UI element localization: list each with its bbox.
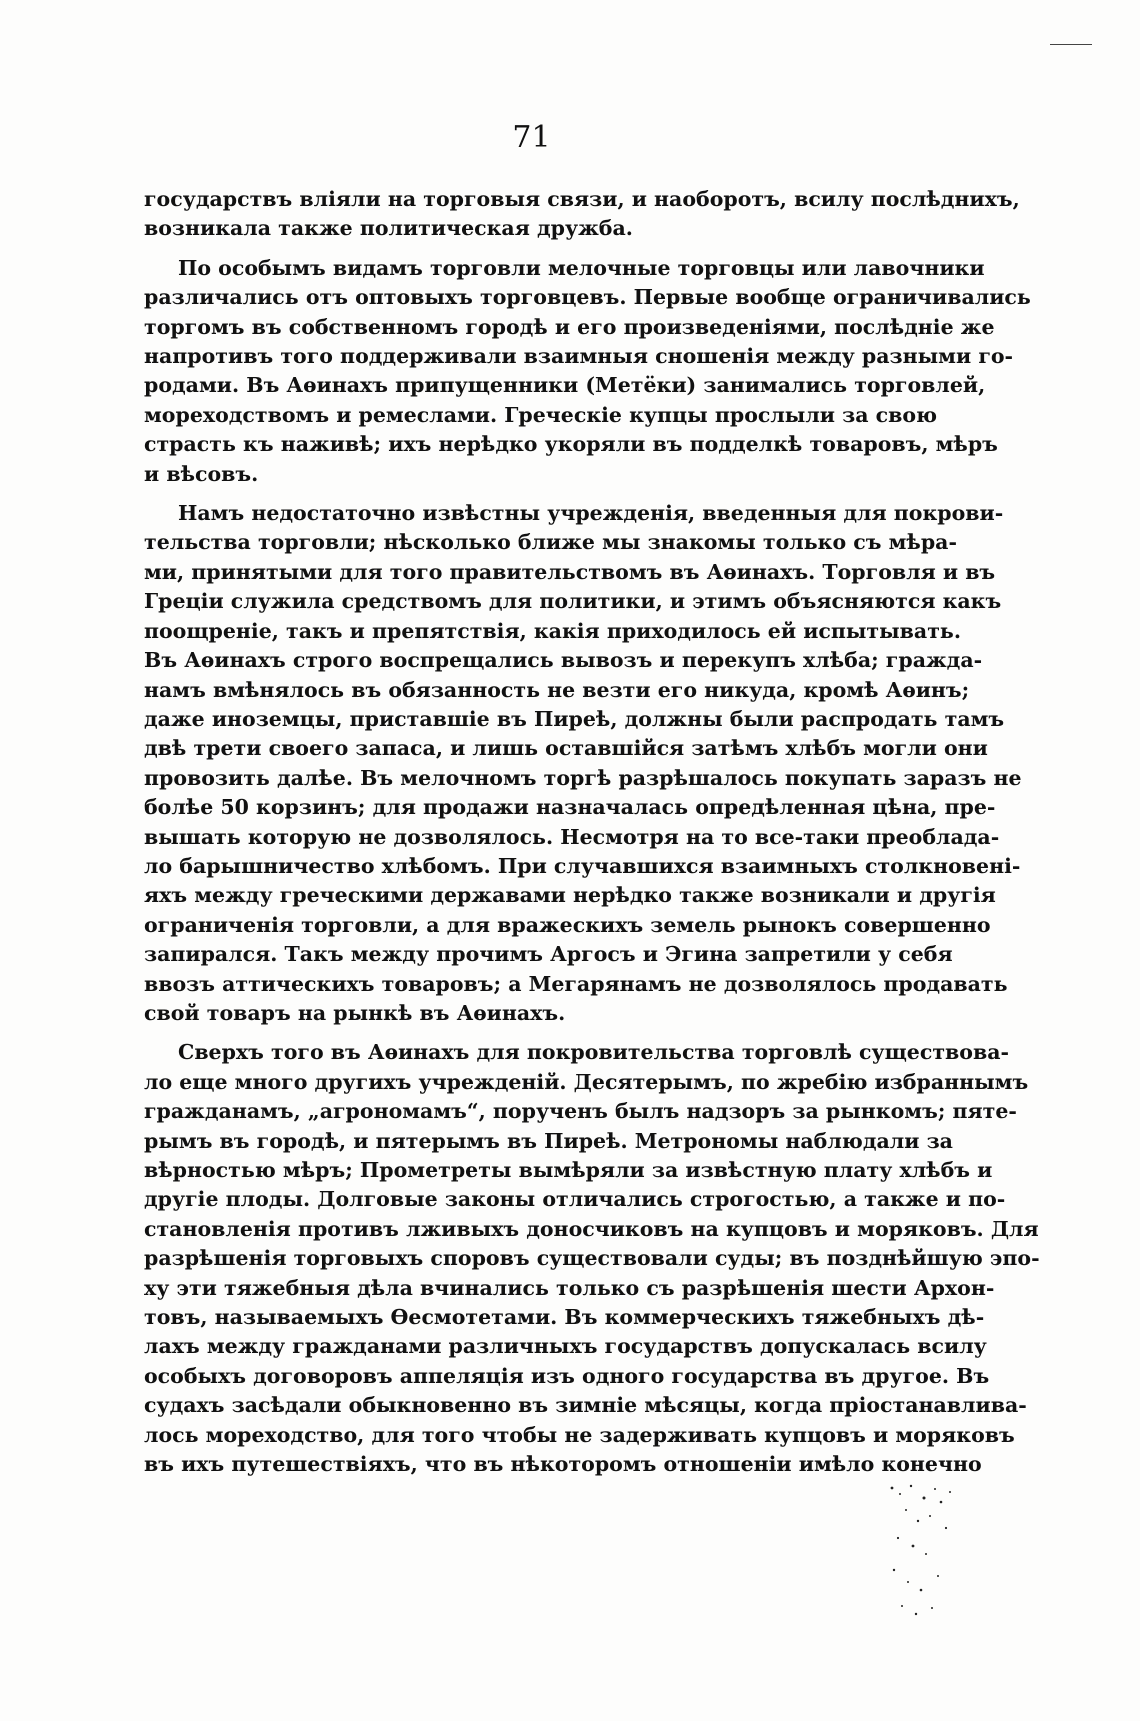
text-line: судахъ засѣдали обыкновенно въ зимніе мѣсяцы, когда пріостанавлива- [144, 1393, 1027, 1418]
paragraph [144, 254, 1031, 489]
paragraph [144, 1038, 1040, 1479]
text-line: Греціи служила средствомъ для политики, и этимъ объясняются какъ [144, 589, 1002, 614]
text-line: гражданамъ, „агрономамъ“, порученъ былъ надзоръ за рынкомъ; пяте- [144, 1099, 1017, 1124]
text-line: лахъ между гражданами различныхъ государствъ допускалась всилу [144, 1334, 987, 1359]
text-line: намъ вмѣнялось въ обязанность не везти его никуда, кромѣ Аѳинъ; [144, 677, 970, 702]
text-line: родами. Въ Аѳинахъ припущенники (Метёки) занимались торговлей, [144, 373, 986, 398]
text-line: страсть къ наживѣ; ихъ нерѣдко укоряли въ подделкѣ товаровъ, мѣръ [144, 432, 998, 457]
text-line: государствъ вліяли на торговыя связи, и наоборотъ, всилу послѣднихъ, [144, 187, 1020, 211]
text-line: болѣе 50 корзинъ; для продажи назначалась опредѣленная цѣна, пре- [144, 795, 996, 820]
text-line: разрѣшенія торговыхъ споровъ существовали суды; въ позднѣйшую эпо- [144, 1246, 1040, 1271]
text-line: ло барышничество хлѣбомъ. При случавшихся взаимныхъ столкновені- [144, 853, 1021, 878]
text-line: тельства торговли; нѣсколько ближе мы знакомы только съ мѣра- [144, 530, 957, 555]
text-line: провозить далѣе. Въ мелочномъ торгѣ разрѣшалось покупать заразъ не [144, 765, 1022, 790]
text-line: товъ, называемыхъ Ѳесмотетами. Въ коммерческихъ тяжебныхъ дѣ- [144, 1305, 985, 1330]
text-line: другіе плоды. Долговые законы отличались строгостью, а также и по- [144, 1187, 1006, 1212]
paragraph [144, 185, 1020, 244]
text-line: различались отъ оптовыхъ торговцевъ. Первые вообще ограничивались [144, 285, 1031, 310]
text-line: По особымъ видамъ торговли мелочные торговцы или лавочники [178, 255, 985, 280]
text-line: запирался. Такъ между прочимъ Аргосъ и Эгина запретили у себя [144, 942, 953, 967]
body-text [144, 185, 1040, 1489]
text-line: особыхъ договоровъ аппеляція изъ одного государства въ другое. Въ [144, 1363, 990, 1388]
text-line: ху эти тяжебныя дѣла вчинались только съ разрѣшенія шести Архон- [144, 1275, 995, 1300]
text-line: вѣрностью мѣръ; Прометреты вымѣряли за извѣстную плату хлѣбъ и [144, 1158, 993, 1182]
text-line: напротивъ того поддерживали взаимныя сношенія между разными го- [144, 344, 1014, 369]
text-line: Намъ недостаточно извѣстны учрежденія, введенныя для покрови- [178, 501, 1004, 526]
text-line: яхъ между греческими державами нерѣдко также возникали и другія [144, 883, 996, 908]
text-line: даже иноземцы, приставшіе въ Пиреѣ, должны были распродать тамъ [144, 706, 1005, 731]
text-line: ми, принятыми для того правительствомъ въ Аѳинахъ. Торговля и въ [144, 559, 996, 584]
text-line: становленія противъ лживыхъ доносчиковъ на купцовъ и моряковъ. Для [144, 1216, 1039, 1241]
text-line: ограниченія торговли, а для вражескихъ земель рынокъ совершенно [144, 912, 991, 937]
text-line: мореходствомъ и ремеслами. Греческіе купцы прослыли за свою [144, 402, 938, 427]
text-line: ло еще много другихъ учрежденій. Десятерымъ, по жребію избраннымъ [144, 1069, 1029, 1094]
paragraph [144, 499, 1022, 1028]
text-line: торгомъ въ собственномъ городѣ и его произведеніями, послѣдніе же [144, 314, 995, 339]
text-line: свой товаръ на рынкѣ въ Аѳинахъ. [144, 1000, 566, 1025]
page-number: 71 [512, 120, 551, 155]
text-line: лось мореходство, для того чтобы не задерживать купцовъ и моряковъ [144, 1422, 1015, 1447]
text-line: поощреніе, такъ и препятствія, какія приходилось ей испытывать. [144, 618, 961, 643]
text-line: двѣ трети своего запаса, и лишь оставшійся затѣмъ хлѣбъ могли они [144, 736, 988, 761]
text-line: Сверхъ того въ Аѳинахъ для покровительства торговлѣ существова- [178, 1040, 1009, 1065]
edge-mark [1050, 44, 1092, 45]
text-line: возникала также политическая дружба. [144, 216, 633, 241]
text-line: и вѣсовъ. [144, 461, 259, 486]
text-line: въ ихъ путешествіяхъ, что въ нѣкоторомъ отношеніи имѣло конечно [144, 1452, 982, 1477]
text-line: ввозъ аттическихъ товаровъ; а Мегарянамъ не дозволялось продавать [144, 971, 1008, 996]
paper-specks [880, 1480, 990, 1630]
text-line: вышать которую не дозволялось. Несмотря на то все-таки преоблада- [144, 824, 1000, 849]
text-line: рымъ въ городѣ, и пятерымъ въ Пиреѣ. Метрономы наблюдали за [144, 1128, 953, 1153]
text-line: Въ Аѳинахъ строго воспрещались вывозъ и перекупъ хлѣба; гражда- [144, 648, 983, 673]
